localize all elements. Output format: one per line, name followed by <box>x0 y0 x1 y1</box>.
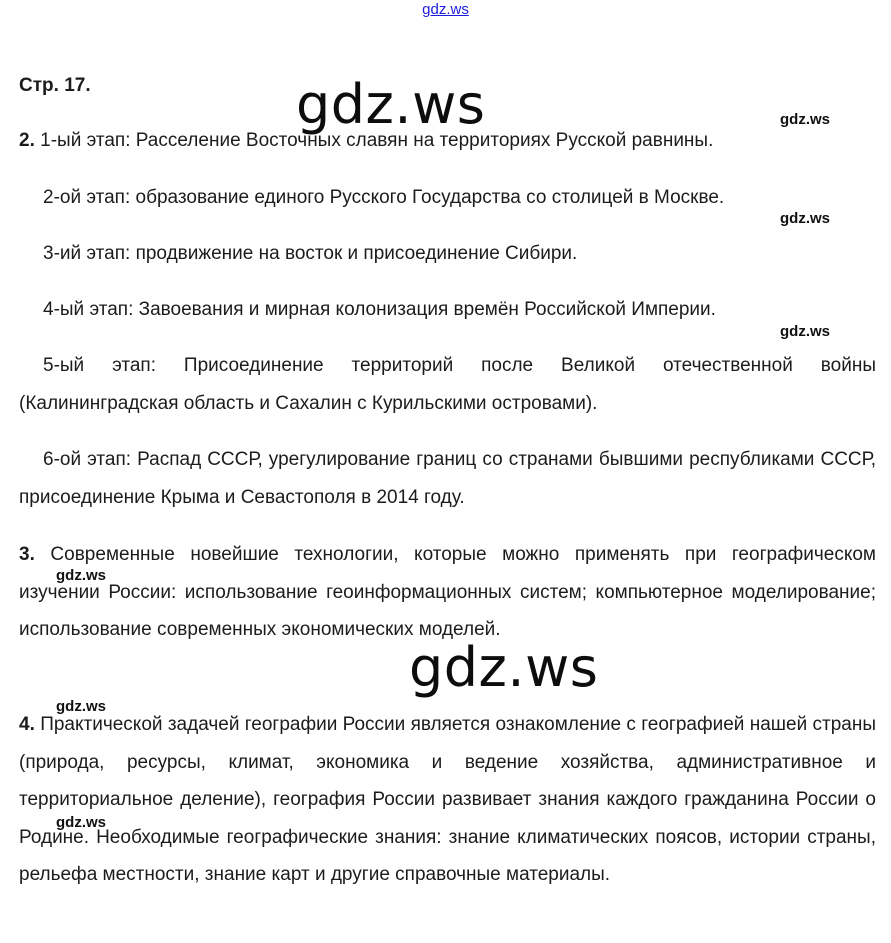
task3-text: Современные новейшие технологии, которые можно применять при географическом изучении России: использование геоинформационных систем; компьютерное моделирование; использование современных экономических моделей. <box>19 544 876 640</box>
task2-stage-6: 6-ой этап: Распад СССР, урегулирование границ со странами бывшими республиками СССР, присоединение Крыма и Севастополя в 2014 году. <box>19 449 876 508</box>
task3-number: 3. <box>19 544 35 565</box>
watermark-small-4: gdz.ws <box>56 567 107 584</box>
watermark-small-2: gdz.ws <box>780 210 831 227</box>
task3-paragraph <box>19 536 876 649</box>
task4-text: Практической задачей географии России является ознакомление с географией нашей страны (природа, ресурсы, климат, экономика и ведение хозяйства, административное и территориальное деление), география России развивает знания каждого гражданина России о Родине. Необходимые географические знания: знание климатических поясов, истории страны, рельефа местности, знание карт и другие справочные материалы. <box>19 714 877 885</box>
watermark-small-6: gdz.ws <box>56 814 107 831</box>
watermark-top-link[interactable]: gdz.ws <box>422 1 469 18</box>
task4-number: 4. <box>19 714 35 735</box>
page-heading: Стр. 17. <box>19 75 91 96</box>
watermark-small-1: gdz.ws <box>780 111 831 128</box>
task2-stage-3: 3-ий этап: продвижение на восток и присоединение Сибири. <box>43 243 578 264</box>
task4-paragraph <box>19 706 876 894</box>
task2-stage-2: 2-ой этап: образование единого Русского Государства со столицей в Москве. <box>43 187 725 208</box>
watermark-big-1: gdz.ws <box>296 73 486 136</box>
task2-number: 2. <box>19 130 35 151</box>
watermark-small-5: gdz.ws <box>56 698 107 715</box>
watermark-small-3: gdz.ws <box>780 323 831 340</box>
watermark-big-2: gdz.ws <box>409 636 599 699</box>
task2-stage-5: 5-ый этап: Присоединение территорий после Великой отечественной войны (Калининградская область и Сахалин с Курильскими островами). <box>19 355 876 414</box>
task2-stage-4: 4-ый этап: Завоевания и мирная колонизация времён Российской Империи. <box>43 299 716 320</box>
task2-stage-text: 1-ый этап: Расселение Восточных славян на территориях Русской равнины. <box>40 130 714 151</box>
